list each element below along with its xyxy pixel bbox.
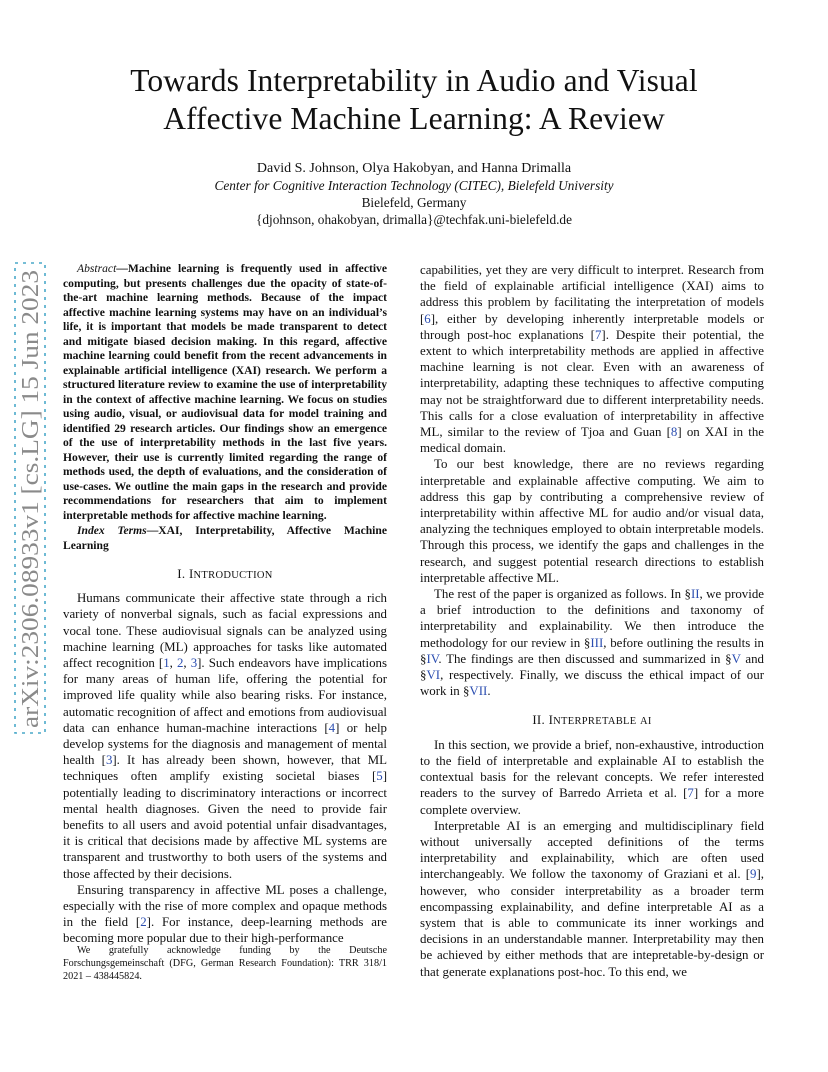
- index-terms-lead: Index Terms: [77, 524, 147, 537]
- xai-paragraph-1: In this section, we provide a brief, non-exhaustive, introduction to the field of interpretable and explainable AI to establish the contextual basis for the relevant concepts. We refer interested readers to the survey of Barredo Arrieta et al. [7] for a more complete overview.: [420, 737, 764, 817]
- citation-link[interactable]: 3: [190, 656, 198, 671]
- intro-paragraph-4: To our best knowledge, there are no reviews regarding interpretable and explainable affective computing. We aim to address this gap by contributing a comprehensive review of interpretability within affective ML for audio and/or visual data, analyzing the techniques employed to obtain interpretable models. Through this process, we identify the gaps and challenges in the research, and suggest potential research directions to establish interpretable affective ML.: [420, 457, 764, 585]
- footnote-text: We gratefully acknowledge funding by the Deutsche Forschungsgemeinschaft (DFG, German Research Foundation): TRR 318/1 2021 – 438445824.: [63, 945, 387, 982]
- intro-paragraph-2: Ensuring transparency in affective ML poses a challenge, especially with the rise of more complex and opaque methods in the field [2]. For instance, deep-learning methods are becoming more popular due to their high-performance: [63, 882, 387, 946]
- author-list: David S. Johnson, Olya Hakobyan, and Hanna Drimalla: [256, 161, 572, 176]
- intro-paragraph-3: capabilities, yet they are very difficult to interpret. Research from the field of explainable artificial intelligence (XAI) aims to address this problem by facilitating the interpretation of models [6], either by developing inherently interpretable models or through post-hoc explanations [7]. Despite their potential, the extent to which interpretability methods are applied in affective machine learning is not clear. Even with an awareness of interpretability, adapting these techniques to affective computing may not be straightforward due to different interpretability needs. This calls for a close evaluation of interpretability in affective ML, similar to the review of Tjoa and Guan [8] on XAI in the medical domain.: [420, 263, 765, 456]
- left-column: [63, 262, 387, 947]
- citation-link[interactable]: 5: [376, 769, 383, 784]
- citation-link[interactable]: 7: [687, 786, 694, 801]
- index-terms: [63, 524, 387, 553]
- section-link[interactable]: IV: [426, 651, 439, 666]
- citation-link[interactable]: 4: [328, 720, 336, 735]
- affiliation: Center for Cognitive Interaction Technology (CITEC), Bielefeld University: [214, 178, 614, 193]
- abstract: [63, 262, 387, 523]
- section-link[interactable]: VII: [469, 684, 488, 699]
- paper-title: [60, 62, 768, 138]
- section-link[interactable]: II: [690, 587, 700, 602]
- citation-link[interactable]: 2: [140, 915, 147, 930]
- citation-link[interactable]: 6: [424, 311, 431, 326]
- section-link[interactable]: V: [731, 651, 741, 666]
- citation-link[interactable]: 2: [176, 656, 184, 671]
- abstract-text: —Machine learning is frequently used in affective computing, but presents challenges due the opacity of state-of-the-art machine learning methods. Because of the impact affective machine learning systems may have on an individual’s life, it is important that models be made transparent to detect and mitigate biased decision making. In this regard, affective machine learning could benefit from the recent advancements in explainable artificial intelligence (XAI) research. We perform a structured literature review to examine the use of interpretability in the context of affective machine learning. We focus on studies using audio, visual, or audiovisual data for model training and identified 29 research articles. Our findings show an emergence of the use of interpretability methods in the last five years. However, their use is currently limited regarding the range of methods used, the depth of evaluations, and the consideration of use-cases. We outline the main gaps in the research and provide recommendations for researchers that aim to implement interpretable methods for affective machine learning.: [63, 262, 387, 522]
- arxiv-identifier: arXiv:2306.08933v1 [cs.LG] 15 Jun 2023: [17, 316, 44, 728]
- arxiv-stamp-svg: [14, 262, 46, 734]
- location: Bielefeld, Germany: [361, 195, 467, 210]
- right-column: [420, 262, 764, 980]
- citation-link[interactable]: 1: [163, 656, 170, 671]
- author-emails: {djohnson, ohakobyan, drimalla}@techfak.uni-bielefeld.de: [256, 212, 572, 227]
- xai-paragraph-2: Interpretable AI is an emerging and multidisciplinary field without universally accepted definitions of the terms interpretability and explainability, which are often used interchangeably. We follow the taxonomy of Graziani et al. [9], however, who consider interpretability as a broader term encompassing explainability, and define interpretable AI as a system that is able to communicate its inner workings and decisions in an understandable manner. Interpretability may then be achieved by either methods that are intepretable-by-design or that generate explanations post-hoc. To this end, we: [420, 818, 764, 979]
- section-link[interactable]: VI: [426, 668, 441, 683]
- section-heading-introduction: I. INTRODUCTION: [177, 567, 273, 581]
- citation-link[interactable]: 3: [105, 753, 113, 768]
- funding-footnote: [63, 944, 387, 983]
- abstract-lead: Abstract: [77, 262, 117, 275]
- arxiv-stamp: [14, 262, 46, 734]
- citation-link[interactable]: 7: [594, 327, 602, 342]
- citation-link[interactable]: 8: [670, 425, 678, 440]
- title-line-1: Towards Interpretability in Audio and Visual: [130, 63, 698, 98]
- title-line-2: Affective Machine Learning: A Review: [163, 101, 665, 136]
- index-terms-text: —XAI, Interpretability, Affective Machine Learning: [63, 524, 387, 552]
- section-link[interactable]: III: [590, 635, 604, 650]
- intro-paragraph-1: Humans communicate their affective state through a rich variety of nonverbal signals, such as facial expressions and vocal tone. These audiovisual signals can be analyzed using machine learning (ML) approaches for tasks like automated affect recognition [1, 2, 3]. Such endeavors have implications for many areas of human life, offering the potential for improved life quality while also bearing risks. For instance, automatic recognition of affect and emotions from audiovisual data can enhance human-machine interactions [4] or help develop systems for the diagnosis and management of mental health [3]. It has already been shown, however, that ML techniques often amplify existing societal biases [5] potentially leading to discriminatory interactions or incorrect mental health diagnoses. Given the need to provide fair benefits to all users and avoid potential unfair disadvantages, it is critical that decisions made by affective ML systems are transparent and trustworthy to both users of the systems and those affected by their decisions.: [63, 591, 387, 881]
- citation-link[interactable]: 9: [750, 867, 757, 882]
- section-heading-interpretable-ai: II. INTERPRETABLE AI: [532, 713, 652, 728]
- intro-paragraph-5: The rest of the paper is organized as follows. In §II, we provide a brief introduction to the definitions and taxonomy of interpretability and explainability. We then introduce the methodology for our review in §III, before outlining the results in §IV. The findings are then discussed and summarized in §V and §VI, respectively. Finally, we discuss the ethical impact of our work in §VII.: [420, 587, 764, 699]
- paper-header: [60, 62, 768, 228]
